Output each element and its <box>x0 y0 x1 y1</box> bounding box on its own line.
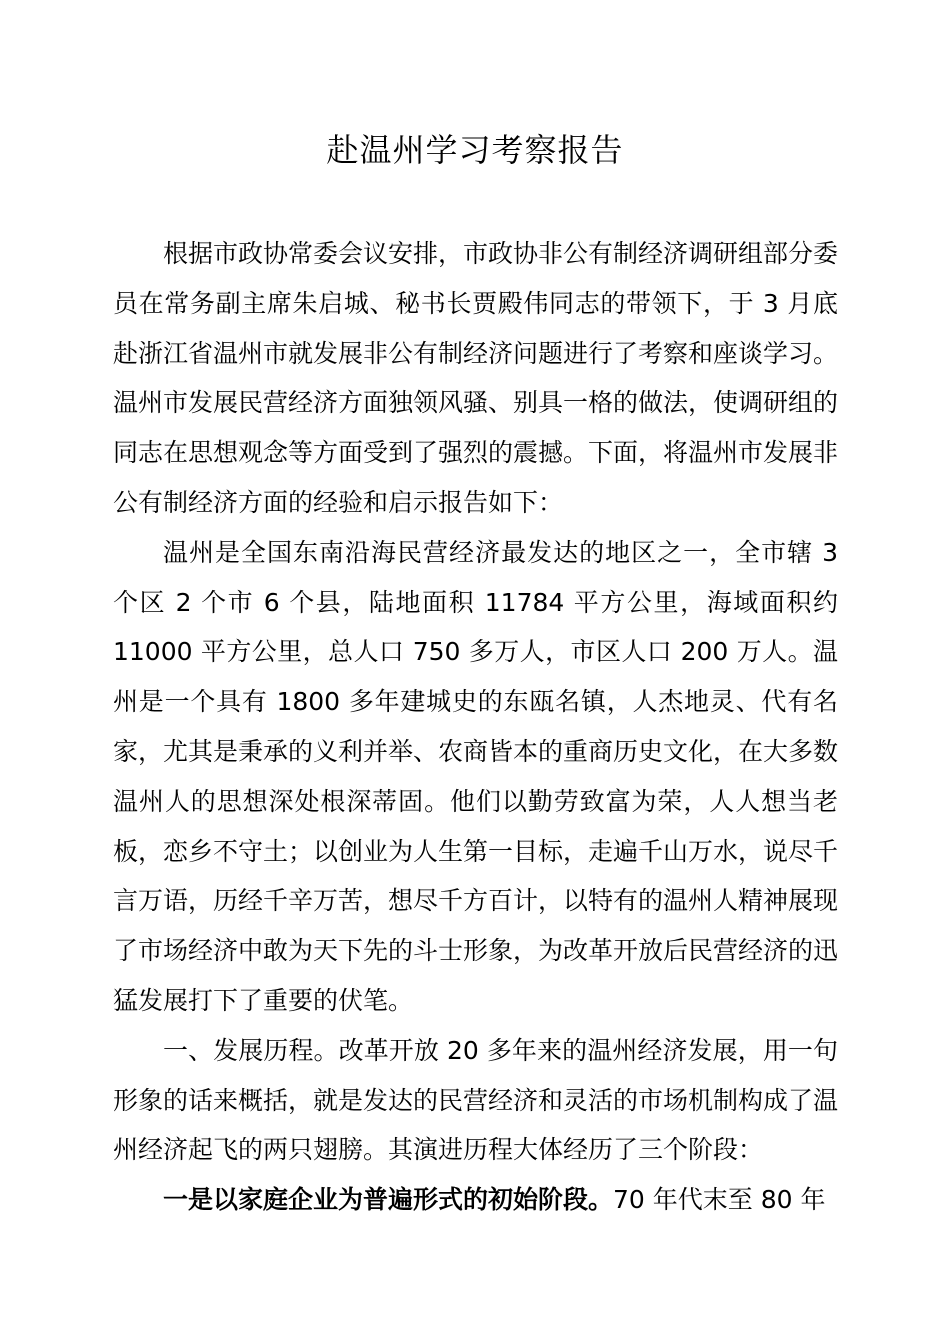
paragraph-intro: 根据市政协常委会议安排，市政协非公有制经济调研组部分委员在常务副主席朱启城、秘书长贾殿伟同志的带领下，于 3 月底赴浙江省温州市就发展非公有制经济问题进行了考察和座谈学习。温州市发展民营经济方面独领风骚、别具一格的做法，使调研组的同志在思想观念等方面受到了强烈的震撼。下面，将温州市发展非公有制经济方面的经验和启示报告如下： <box>113 239 839 517</box>
stage-one-text: 70 年代末至 80 年 <box>613 1185 826 1215</box>
document-body <box>113 229 838 1225</box>
paragraph-wenzhou-overview: 温州是全国东南沿海民营经济最发达的地区之一，全市辖 3 个区 2 个市 6 个县，陆地面积 11784 平方公里，海域面积约 11000 平方公里，总人口 750 多万人，市区人口 200 万人。温州是一个具有 1800 多年建城史的东瓯名镇，人杰地灵、代有名家，尤其是秉承的义利并举、农商皆本的重商历史文化，在大多数温州人的思想深处根深蒂固。他们以勤劳致富为荣，人人想当老板，恋乡不守土；以创业为人生第一目标，走遍千山万水，说尽千言万语，历经千辛万苦，想尽千方百计，以特有的温州人精神展现了市场经济中敢为天下先的斗士形象，为改革开放后民营经济的迅猛发展打下了重要的伏笔。 <box>113 537 839 1015</box>
paragraph-stage-one <box>113 1175 838 1225</box>
stage-one-heading: 一是以家庭企业为普遍形式的初始阶段。 <box>163 1185 614 1215</box>
paragraph-development-history: 一、发展历程。改革开放 20 多年来的温州经济发展，用一句形象的话来概括，就是发达的民营经济和灵活的市场机制构成了温州经济起飞的两只翅膀。其演进历程大体经历了三个阶段： <box>113 1035 839 1165</box>
document-title: 赴温州学习考察报告 <box>326 131 624 169</box>
